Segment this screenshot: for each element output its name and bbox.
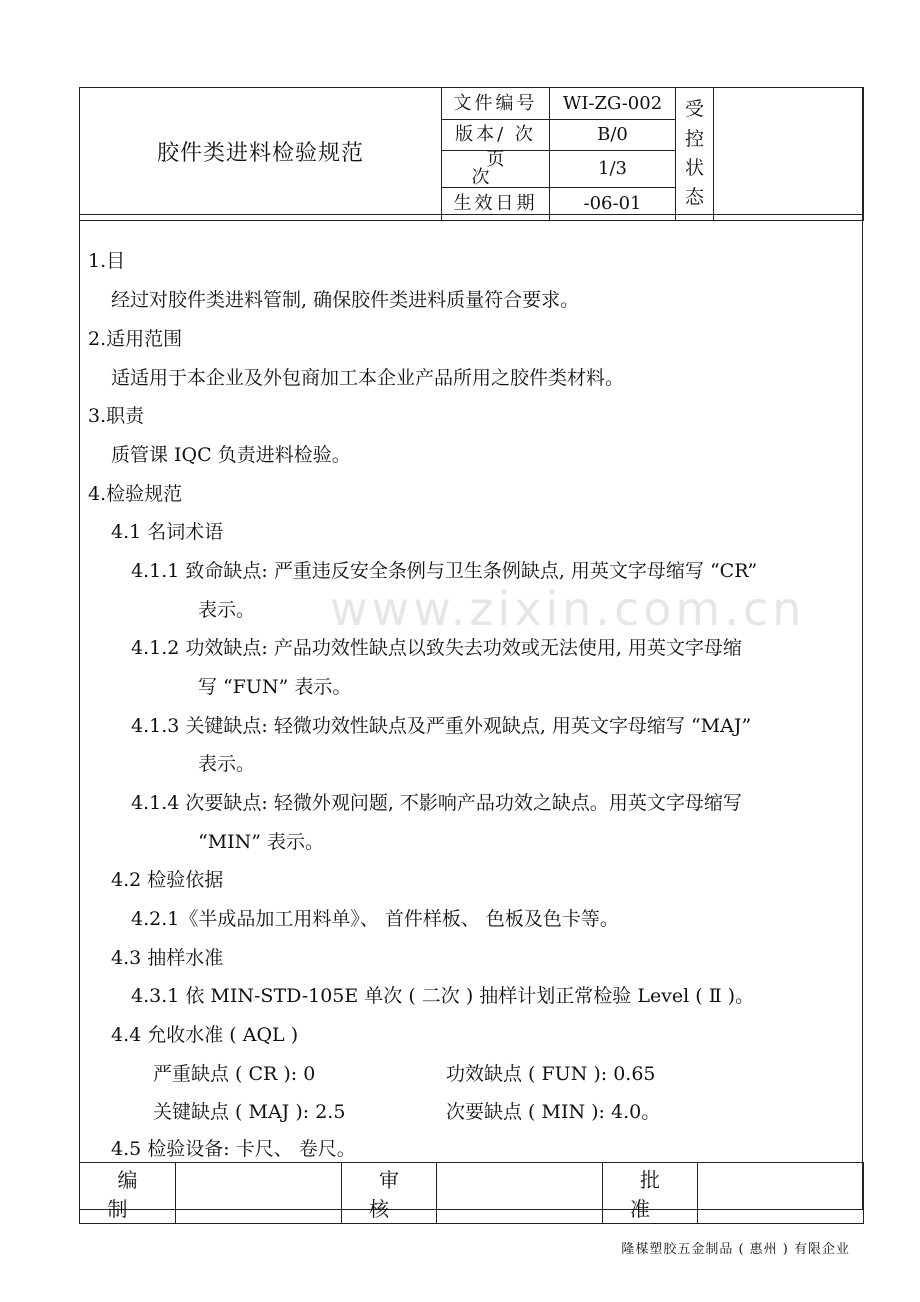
control-status-box xyxy=(714,88,864,221)
section-1-text: 经过对胶件类进料管制, 确保胶件类进料质量符合要求。 xyxy=(111,289,580,311)
item-4-1-3: 4.1.3 关键缺点: 轻微功效性缺点及严重外观缺点, 用英文字母缩写 “MAJ” xyxy=(131,715,752,737)
item-4-1-1-cont: 表示。 xyxy=(198,599,256,621)
effective-date-value: -06-01 xyxy=(550,188,676,221)
document-title: 胶件类进料检验规范 xyxy=(80,88,442,221)
aql-fun: 功效缺点 ( FUN ): 0.65 xyxy=(446,1063,656,1085)
page-value: 1/3 xyxy=(550,151,676,188)
section-1-title: 1.目 xyxy=(88,250,126,272)
header-separator xyxy=(79,214,863,217)
prepared-by-label: 编制 xyxy=(80,1163,176,1224)
reviewed-by-label: 审核 xyxy=(342,1163,437,1224)
effective-date-label: 生效日期 xyxy=(442,188,550,221)
aql-cr: 严重缺点 ( CR ): 0 xyxy=(153,1063,316,1085)
section-2-title: 2.适用范围 xyxy=(88,328,183,350)
page-label: 页 次 xyxy=(442,151,550,188)
prepared-by-field xyxy=(176,1163,342,1224)
version-label: 版本/ 次 xyxy=(442,120,550,151)
doc-number-label: 文件编号 xyxy=(442,88,550,120)
item-4-1-1: 4.1.1 致命缺点: 严重违反安全条例与卫生条例缺点, 用英文字母缩写 “CR” xyxy=(131,560,758,582)
signature-table xyxy=(79,1162,864,1224)
section-4-2-title: 4.2 检验依据 xyxy=(111,869,224,891)
section-2-text: 适适用于本企业及外包商加工本企业产品所用之胶件类材料。 xyxy=(111,367,625,389)
section-4-title: 4.检验规范 xyxy=(88,483,183,505)
approved-by-label: 批准 xyxy=(603,1163,698,1224)
item-4-3-1: 4.3.1 依 MIN-STD-105E 单次 ( 二次 ) 抽样计划正常检验 Level ( Ⅱ )。 xyxy=(131,985,755,1007)
item-4-1-3-cont: 表示。 xyxy=(198,753,256,775)
item-4-1-2: 4.1.2 功效缺点: 产品功效性缺点以致失去功效或无法使用, 用英文字母缩 xyxy=(131,637,742,659)
section-3-title: 3.职责 xyxy=(88,405,145,427)
item-4-2-1: 4.2.1《半成品加工用料单》、 首件样板、 色板及色卡等。 xyxy=(131,908,619,930)
item-4-1-4: 4.1.4 次要缺点: 轻微外观问题, 不影响产品功效之缺点。用英文字母缩写 xyxy=(131,792,742,814)
approved-by-field xyxy=(698,1163,864,1224)
header-table xyxy=(79,87,864,221)
company-name: 隆楳塑胶五金制品 ( 惠州 ) 有限企业 xyxy=(621,1242,850,1257)
section-4-3-title: 4.3 抽样水准 xyxy=(111,947,224,969)
section-4-5: 4.5 检验设备: 卡尺、 卷尺。 xyxy=(111,1138,356,1160)
aql-min: 次要缺点 ( MIN ): 4.0。 xyxy=(446,1101,661,1123)
watermark: www.zixin.com.cn xyxy=(330,582,806,636)
version-value: B/0 xyxy=(550,120,676,151)
item-4-1-4-cont: “MIN” 表示。 xyxy=(198,831,325,853)
aql-maj: 关键缺点 ( MAJ ): 2.5 xyxy=(153,1101,346,1123)
item-4-1-2-cont: 写 “FUN” 表示。 xyxy=(198,676,352,698)
section-3-text: 质管课 IQC 负责进料检验。 xyxy=(111,444,351,466)
control-status-stamp: 受 控 状 态 xyxy=(676,88,714,221)
section-4-1-title: 4.1 名词术语 xyxy=(111,521,224,543)
section-4-4-title: 4.4 允收水准 ( AQL ) xyxy=(111,1024,299,1046)
doc-number-value: WI-ZG-002 xyxy=(550,88,676,120)
reviewed-by-field xyxy=(437,1163,603,1224)
